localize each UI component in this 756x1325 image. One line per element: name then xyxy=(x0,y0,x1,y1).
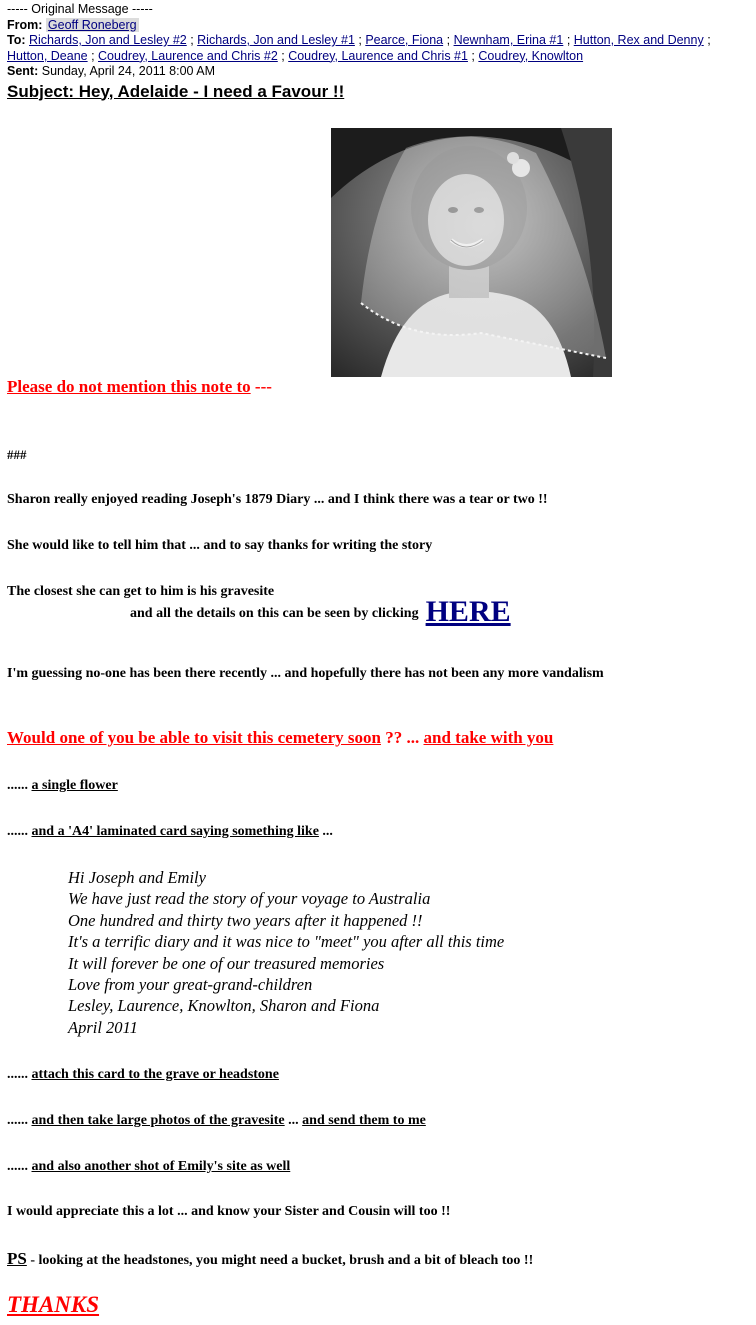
dots: ...... xyxy=(7,1159,32,1174)
recipient-link[interactable]: Hutton, Rex and Denny xyxy=(573,33,704,47)
closest-line: The closest she can get to him is his gravesite xyxy=(7,584,275,599)
message-header xyxy=(0,0,756,80)
poem-line: Love from your great-grand-children xyxy=(68,975,313,995)
from-sender-link[interactable]: Geoff Roneberg xyxy=(47,17,137,32)
original-message-marker: ----- Original Message ----- xyxy=(7,2,153,16)
thanks-line xyxy=(7,1292,749,1318)
tell-line: She would like to tell him that ... and to say thanks for writing the story xyxy=(7,538,433,553)
sent-date: Sunday, April 24, 2011 8:00 AM xyxy=(41,64,216,78)
visit-question-line xyxy=(7,729,749,749)
recipient-link[interactable]: Coudrey, Laurence and Chris #2 xyxy=(98,48,278,63)
poem-line: It's a terrific diary and it was nice to "meet" you after all this time xyxy=(68,932,505,952)
recipient-link[interactable]: Coudrey, Knowlton xyxy=(478,48,584,63)
recipient-separator: ; xyxy=(186,33,198,47)
hashes-line: ### xyxy=(7,447,27,462)
visit-question-text: Would one of you be able to visit this cemetery soon xyxy=(7,728,381,747)
visit-question-mid: ?? ... xyxy=(381,728,424,747)
sent-row xyxy=(7,64,756,80)
poem-line: Hi Joseph and Emily xyxy=(68,868,206,887)
poem-line: It will forever be one of our treasured memories xyxy=(68,953,385,973)
poem-line: April 2011 xyxy=(68,1017,138,1037)
recipient-link[interactable]: Hutton, Deane xyxy=(7,48,88,63)
recipient-separator: ; xyxy=(87,48,99,63)
appreciate-line: I would appreciate this a lot ... and know your Sister and Cousin will too !! xyxy=(7,1204,451,1219)
subject-line: Subject: Hey, Adelaide - I need a Favour !! xyxy=(7,81,345,101)
attach-card-text: attach this card to the grave or headstone xyxy=(31,1067,279,1082)
recipient-separator: ; xyxy=(563,33,574,47)
ps-label: PS xyxy=(7,1249,27,1268)
poem-line: Lesley, Laurence, Knowlton, Sharon and Fiona xyxy=(68,996,380,1016)
poem-line: We have just read the story of your voyage to Australia xyxy=(68,889,431,909)
recipient-link[interactable]: Richards, Jon and Lesley #1 xyxy=(197,33,355,47)
dots: ...... xyxy=(7,1113,32,1128)
bride-photo-illustration xyxy=(331,128,612,377)
visit-take-text: and take with you xyxy=(423,728,554,747)
bride-photo xyxy=(331,128,612,377)
recipient-link[interactable]: Newnham, Erina #1 xyxy=(453,33,564,47)
to-label: To: xyxy=(7,33,26,47)
recipient-link[interactable]: Richards, Jon and Lesley #2 xyxy=(29,33,187,47)
single-flower-line xyxy=(7,777,749,795)
recipient-link[interactable]: Coudrey, Laurence and Chris #1 xyxy=(288,48,468,63)
recipient-separator: ; xyxy=(443,33,454,47)
card-line xyxy=(7,823,749,841)
details-line xyxy=(130,595,730,628)
poem-line: One hundred and thirty two years after it happened !! xyxy=(68,910,423,930)
guessing-line: I'm guessing no-one has been there recently ... and hopefully there has not been any more vandalism xyxy=(7,666,604,681)
ps-line xyxy=(7,1250,749,1270)
sent-label: Sent: xyxy=(7,64,39,78)
recipient-separator: ; xyxy=(467,48,479,63)
card-poem xyxy=(68,867,504,1038)
from-label: From: xyxy=(7,17,43,32)
single-flower-text: a single flower xyxy=(31,778,118,793)
recipient-link[interactable]: Pearce, Fiona xyxy=(365,33,444,47)
card-text: and a 'A4' laminated card saying something like xyxy=(31,824,319,839)
details-text: and all the details on this can be seen by clicking xyxy=(130,606,419,621)
recipient-separator: ; xyxy=(703,33,711,47)
take-photos-text: and then take large photos of the gravesite xyxy=(31,1113,285,1128)
dont-mention-suffix: --- xyxy=(250,377,272,396)
thanks-text: THANKS xyxy=(7,1292,100,1317)
to-row xyxy=(7,33,756,64)
send-them-text: and send them to me xyxy=(302,1113,426,1128)
dont-mention-line xyxy=(7,378,749,398)
here-link[interactable]: HERE xyxy=(425,595,511,628)
from-row xyxy=(7,18,756,34)
dont-mention-text: Please do not mention this note to xyxy=(7,377,251,396)
take-photos-line xyxy=(7,1112,749,1130)
diary-line: Sharon really enjoyed reading Joseph's 1879 Diary ... and I think there was a tear or two !! xyxy=(7,492,548,507)
attach-card-line xyxy=(7,1066,749,1084)
dots: ...... xyxy=(7,824,32,839)
emily-site-line xyxy=(7,1158,749,1176)
card-suffix: ... xyxy=(318,824,333,839)
recipient-separator: ; xyxy=(277,48,289,63)
dots: ...... xyxy=(7,1067,32,1082)
recipient-separator: ; xyxy=(354,33,366,47)
ps-text: - looking at the headstones, you might need a bucket, brush and a bit of bleach too !! xyxy=(26,1253,534,1268)
photos-mid: ... xyxy=(284,1113,303,1128)
dots: ...... xyxy=(7,778,32,793)
emily-site-text: and also another shot of Emily's site as well xyxy=(31,1159,291,1174)
